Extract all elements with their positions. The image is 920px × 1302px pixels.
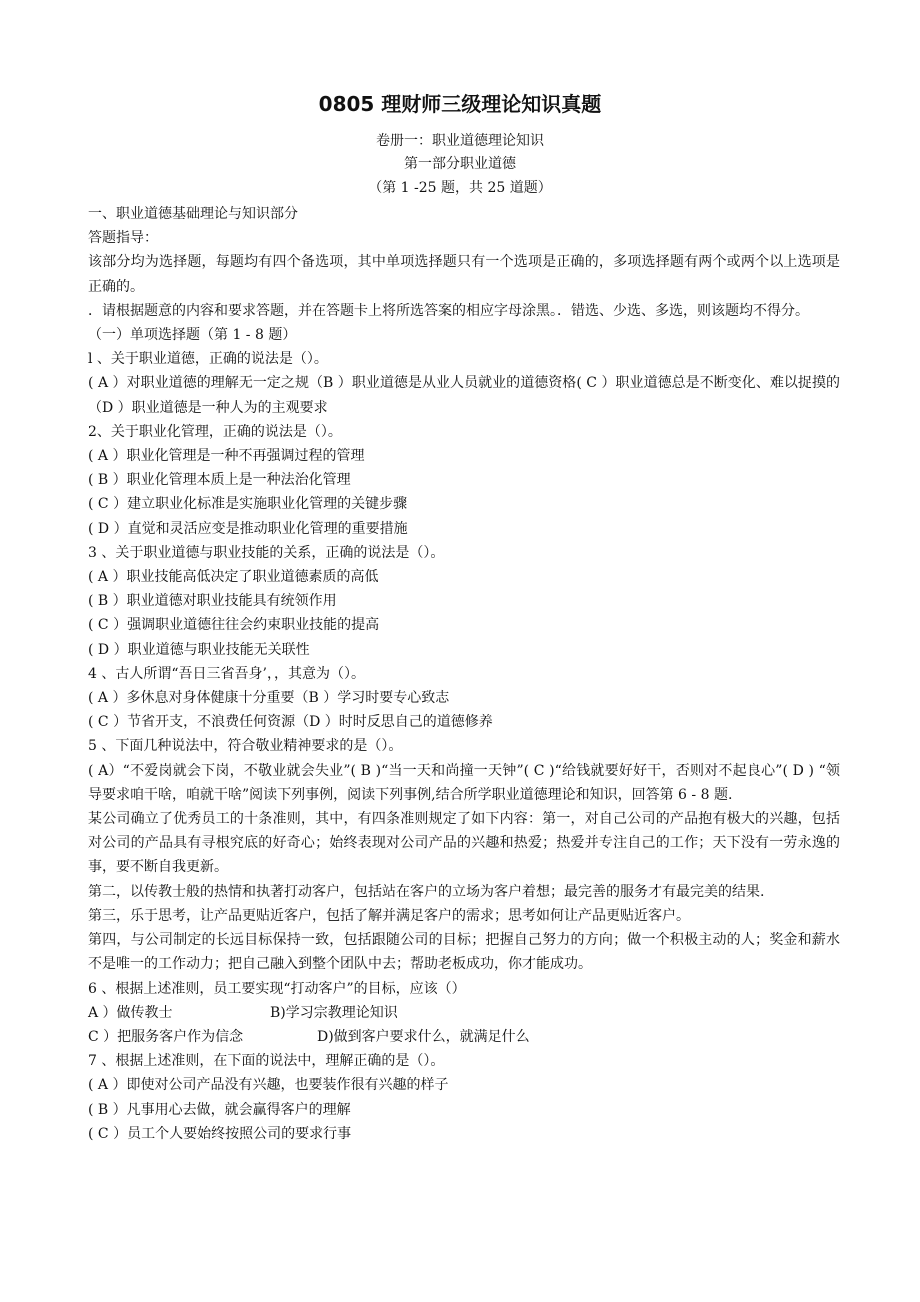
case-paragraph: 第二，以传教士般的热情和执著打动客户，包括站在客户的立场为客户着想；最完善的服务才有最完美的结果.: [88, 883, 765, 900]
part-heading: 第一部分职业道德: [404, 156, 516, 172]
case-paragraph: 第三，乐于思考，让产品更贴近客户，包括了解并满足客户的需求；思考如何让产品更贴近客户。: [88, 907, 690, 924]
question-options: ( A ）对职业道德的理解无一定之规（B ）职业道德是从业人员就业的道德资格( C ）职业道德总是不断变化、难以捉摸的（D ）职业道德是一种人为的主观要求: [88, 375, 840, 416]
question-option: ( B ）凡事用心去做，就会赢得客户的理解: [88, 1101, 351, 1118]
question-option-row: [88, 1025, 840, 1049]
question-option-row: [88, 1001, 840, 1025]
question-option: ( C ）建立职业化标准是实施职业化管理的关键步骤: [88, 496, 408, 513]
question-stem: 3 、关于职业道德与职业技能的关系，正确的说法是（）。: [88, 544, 445, 561]
question-option: ( A ）即使对公司产品没有兴趣，也要装作很有兴趣的样子: [88, 1077, 449, 1094]
question-stem: 5 、下面几种说法中，符合敬业精神要求的是（）。: [88, 738, 403, 755]
guide-paragraph: 该部分均为选择题，每题均有四个备选项，其中单项选择题只有一个选项是正确的，多项选择题有两个或两个以上选项是正确的。: [88, 254, 840, 295]
question-stem: 6 、根据上述准则，员工要实现“打动客户”的目标，应该（）: [88, 980, 466, 997]
question-option: ( B ）职业道德对职业技能具有统领作用: [88, 593, 337, 610]
guide-heading: 答题指导：: [88, 230, 158, 247]
question-option: ( C ）员工个人要始终按照公司的要求行事: [88, 1125, 352, 1142]
question-option: B)学习宗教理论知识: [270, 1004, 398, 1021]
question-stem: 4 、古人所谓“吾日三省吾身’，，其意为（）。: [88, 665, 365, 682]
case-paragraph: 第四，与公司制定的长远目标保持一致，包括跟随公司的目标；把握自己努力的方向；做一个积极主动的人；奖金和薪水不是唯一的工作动力；把自己融入到整个团队中去；帮助老板成功，你才能成功。: [88, 932, 840, 973]
question-stem: 2、关于职业化管理，正确的说法是（）。: [88, 423, 342, 440]
question-stem: 7 、根据上述准则，在下面的说法中，理解正确的是（）。: [88, 1053, 445, 1070]
question-option: ( D ）职业道德与职业技能无关联性: [88, 641, 310, 658]
question-option: ( A ）职业技能高低决定了职业道德素质的高低: [88, 569, 379, 586]
section-heading: 一、职业道德基础理论与知识部分: [88, 206, 298, 222]
question-option: ( C ）强调职业道德往往会约束职业技能的提高: [88, 617, 380, 634]
question-option: ( A ）多休息对身体健康十分重要（B ）学习时要专心致志: [88, 690, 450, 707]
question-option: D)做到客户要求什么，就满足什么: [317, 1028, 530, 1045]
case-paragraph: 某公司确立了优秀员工的十条准则，其中，有四条准则规定了如下内容：第一，对自己公司的产品抱有极大的兴趣，包括对公司的产品具有寻根究底的好奇心；始终表现对公司产品的兴趣和热爱；热爱并专注自己的工作；天下没有一劳永逸的事，要不断自我更新。: [88, 811, 840, 876]
question-option: ( D ）直觉和灵活应变是推动职业化管理的重要措施: [88, 520, 408, 537]
question-option: ( B ）职业化管理本质上是一种法治化管理: [88, 472, 351, 489]
question-option: C ）把服务客户作为信念: [88, 1028, 244, 1045]
subsection-heading: （一）单项选择题（第 1 - 8 题）: [88, 327, 297, 344]
question-range: （第 1 -25 题，共 25 道题）: [368, 180, 552, 196]
question-options: ( A）“不爱岗就会下岗，不敬业就会失业”( B )“当一天和尚撞一天钟”( C )“给钱就要好好干，否则对不起良心”( D ) “领导要求咱干啥，咱就干啥”阅读下列事例，阅读下列事例,结合所学职业道德理论和知识，回答第 6 - 8 题.: [88, 762, 840, 803]
question-option: A ）做传教士: [88, 1004, 173, 1021]
document-title: 0805 理财师三级理论知识真题: [318, 92, 602, 116]
guide-paragraph: ．请根据题意的内容和要求答题，并在答题卡上将所选答案的相应字母涂黑。．错选、少选、多选，则该题均不得分。: [88, 302, 809, 319]
question-option: ( C ）节省开支，不浪费任何资源（D ）时时反思自己的道德修养: [88, 714, 493, 731]
document-body: [88, 202, 840, 1146]
volume-heading: 卷册一：职业道德理论知识: [376, 133, 544, 149]
question-stem: l 、关于职业道德，正确的说法是（）。: [88, 351, 328, 368]
question-option: ( A ）职业化管理是一种不再强调过程的管理: [88, 448, 365, 465]
